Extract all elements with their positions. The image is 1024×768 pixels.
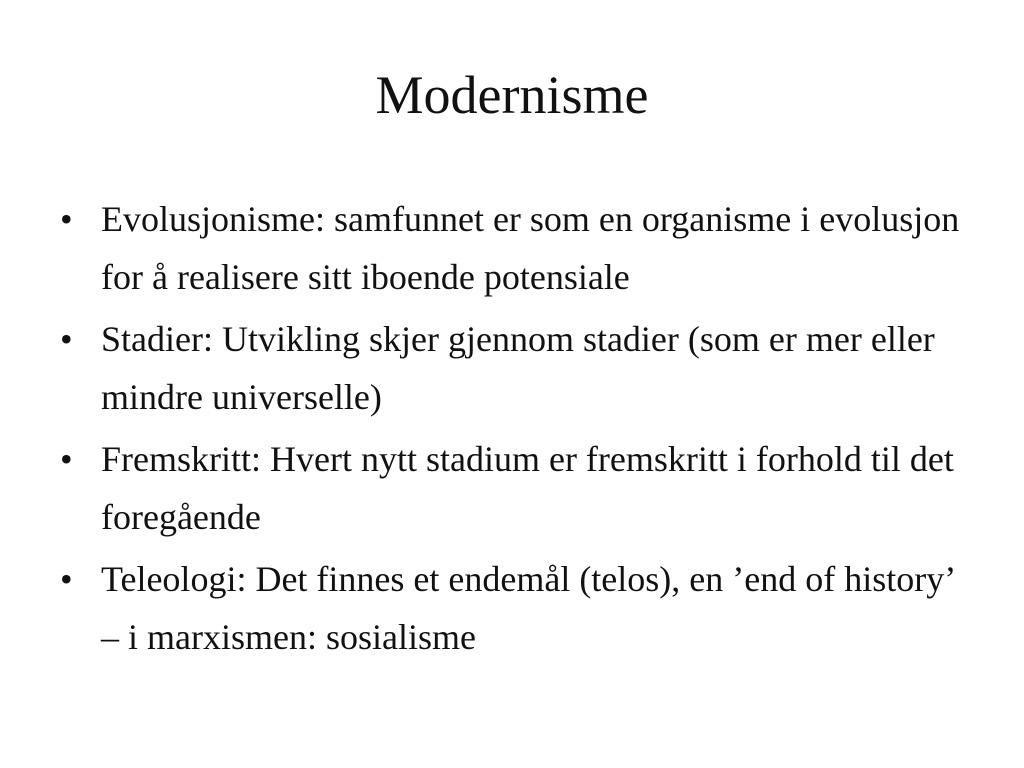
- bullet-list: [60, 190, 960, 670]
- bullet-text: Fremskritt: Hvert nytt stadium er fremskritt i forhold til det foregående: [101, 439, 954, 537]
- bullet-text: Evolusjonisme: samfunnet er som en organisme i evolusjon for å realisere sitt iboende potensiale: [101, 199, 960, 297]
- bullet-icon: •: [60, 199, 73, 239]
- bullet-item-evolusjonisme: [60, 190, 960, 306]
- bullet-icon: •: [60, 319, 73, 359]
- slide-title: Modernisme: [375, 65, 649, 125]
- bullet-item-teleologi: [60, 550, 960, 666]
- bullet-item-stadier: [60, 310, 960, 426]
- bullet-item-fremskritt: [60, 430, 960, 546]
- bullet-text: Teleologi: Det finnes et endemål (telos), en ’end of history’ – i marxismen: sosialisme: [101, 559, 954, 657]
- bullet-icon: •: [60, 439, 73, 479]
- bullet-text: Stadier: Utvikling skjer gjennom stadier (som er mer eller mindre universelle): [101, 319, 935, 417]
- bullet-icon: •: [60, 559, 73, 599]
